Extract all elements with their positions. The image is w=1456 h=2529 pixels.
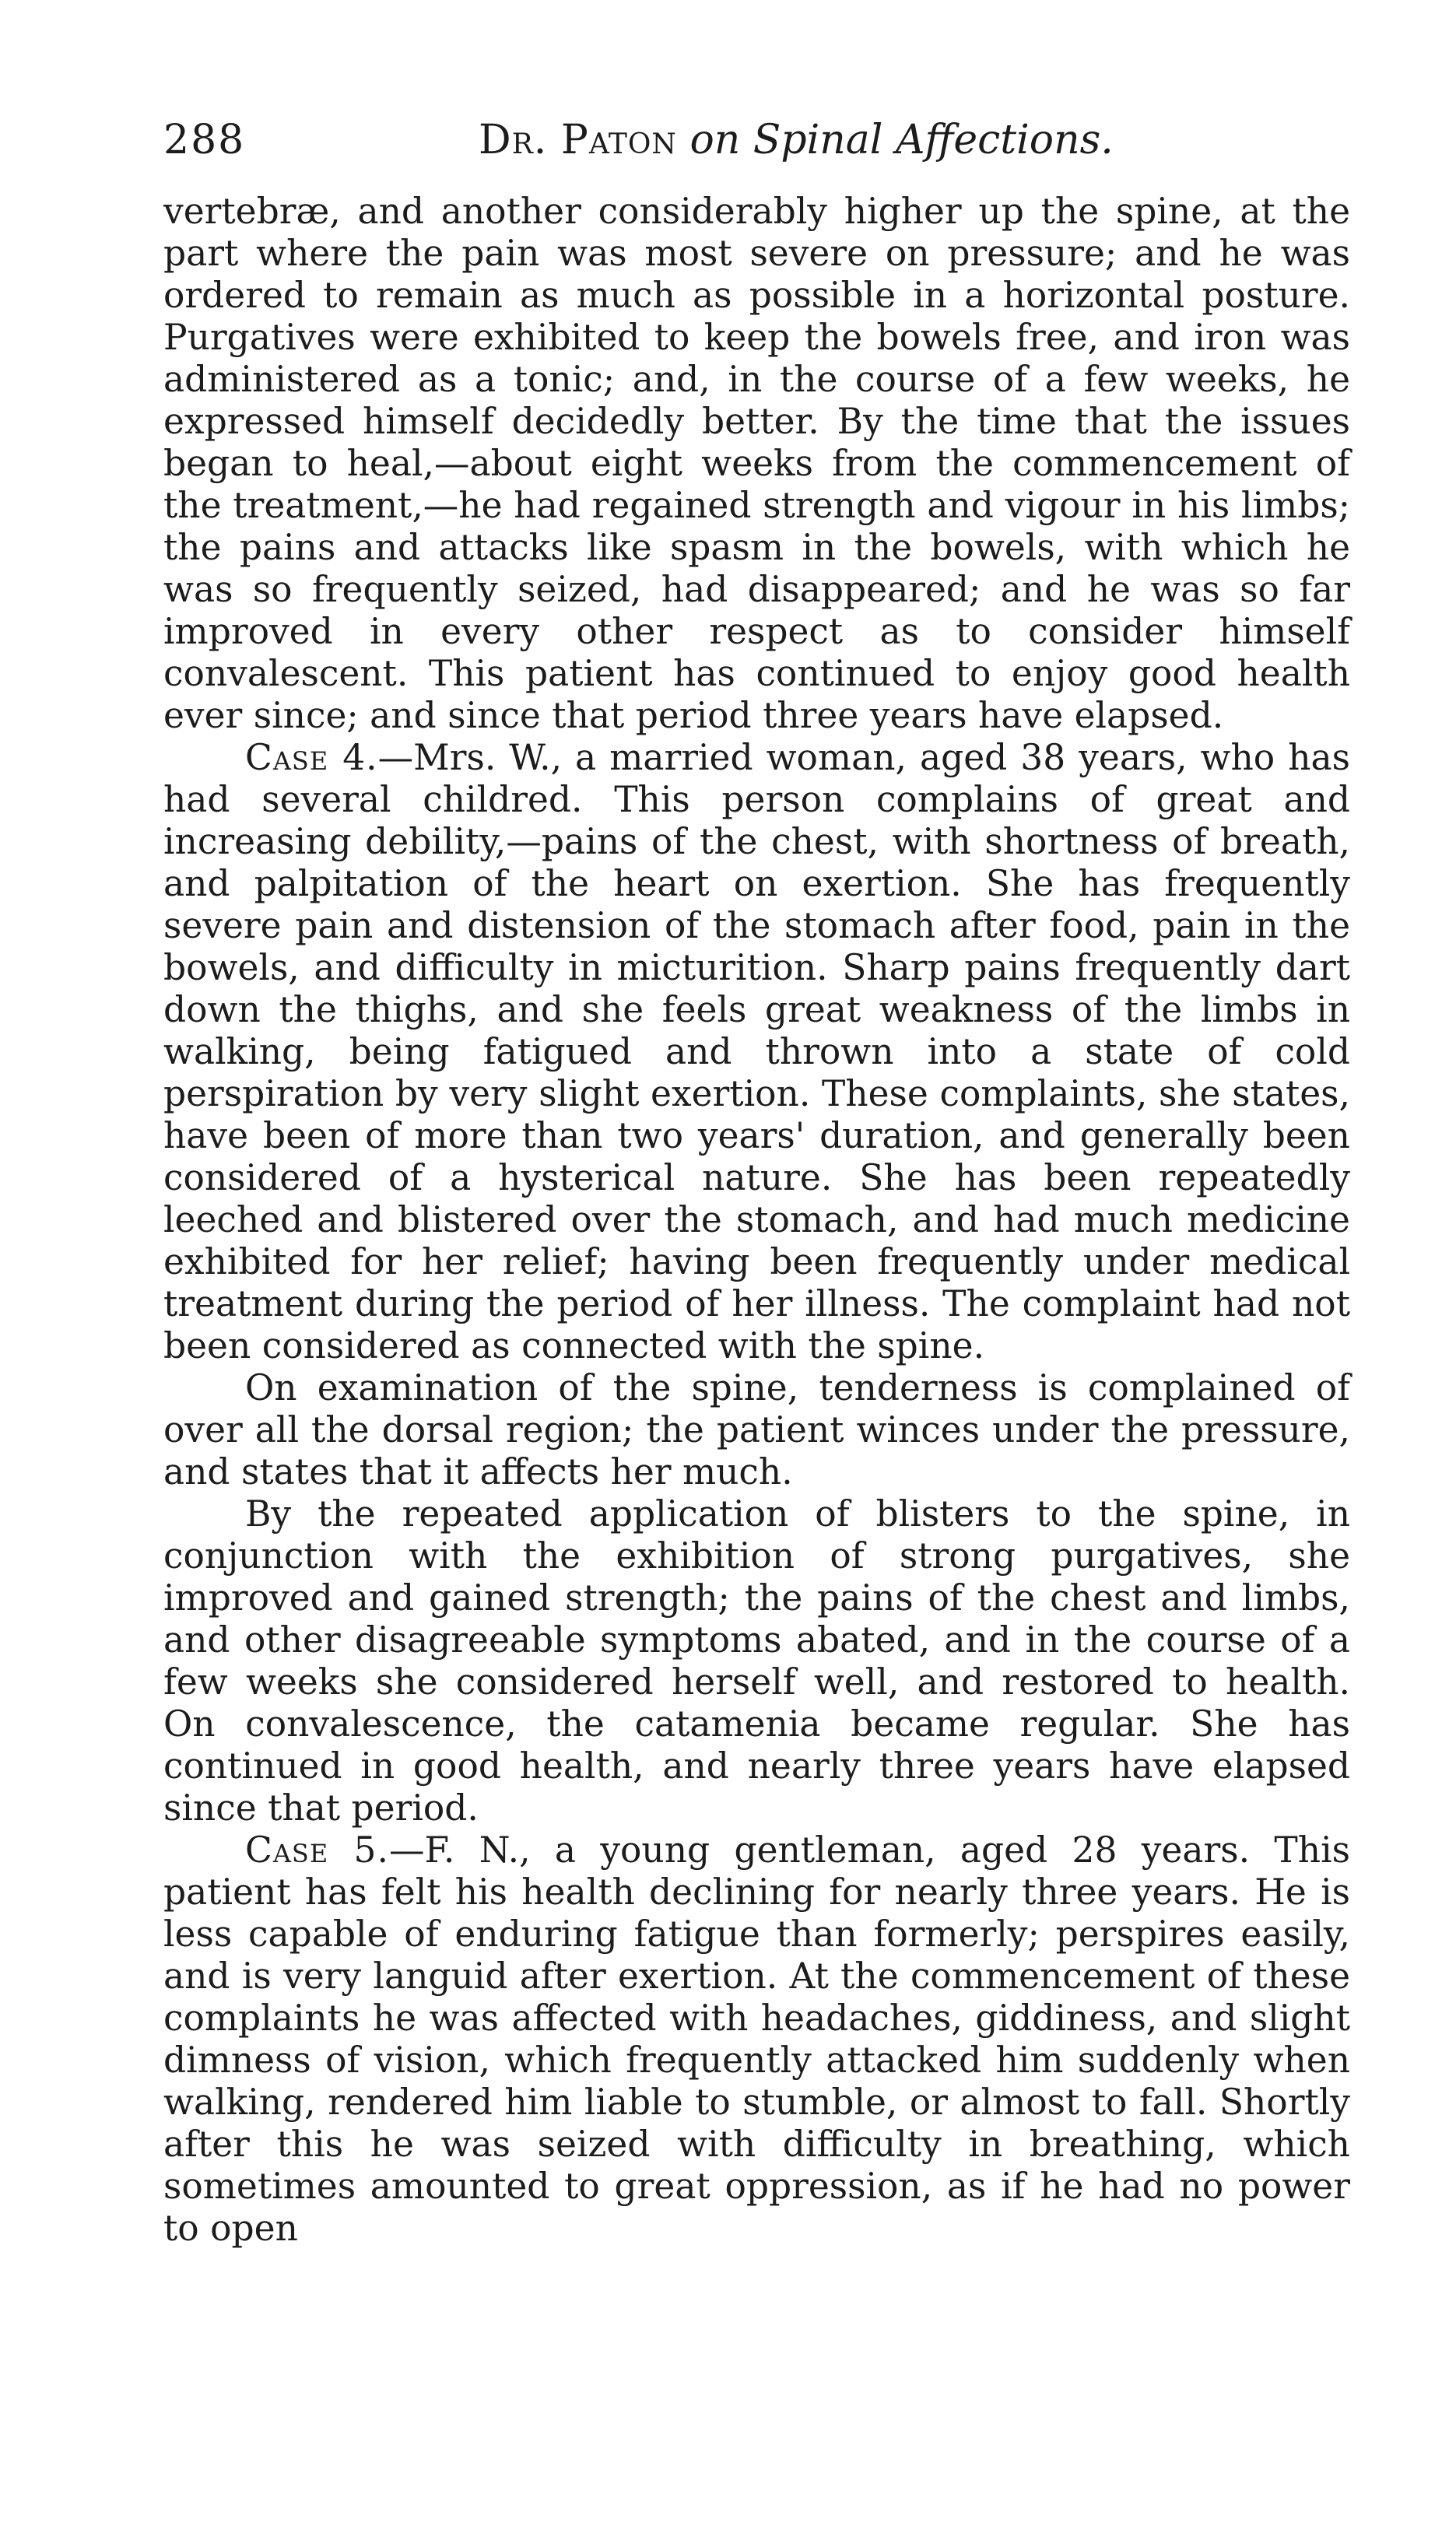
running-head-title: Spinal Affections. <box>753 117 1114 163</box>
paragraph-case-5 <box>163 1829 1350 2250</box>
paragraph-case-3-conclusion <box>163 191 1350 737</box>
paragraph-text: vertebræ, and another considerably higher up the spine, at the part where the pain was most severe on pressure; and he was ordered to remain as much as possible in a horizontal posture. Purgatives were exhibited to keep the bowels free, and iron was administered as a tonic; and, in the course of a few weeks, he expressed himself decidedly better. By the time that the issues began to heal,—about eight weeks from the commencement of the treatment,—he had regained strength and vigour in his limbs; the pains and attacks like spasm in the bowels, with which he was so frequently seized, had disappeared; and he was so far improved in every other respect as to consider himself convalescent. This patient has continued to enjoy good health ever since; and since that period three years have elapsed. <box>163 191 1350 736</box>
page-number: 288 <box>163 117 246 163</box>
paragraph-text: —F. N., a young gentleman, aged 28 years. This patient has felt his health declining for nearly three years. He is less capable of enduring fatigue than formerly; perspires easily, and is very languid after exertion. At the commencement of these complaints he was affected with headaches, giddiness, and slight dimness of vision, which frequently attacked him suddenly when walking, rendered him liable to stumble, or almost to fall. Shortly after this he was seized with difficulty in breathing, which sometimes amounted to great oppression, as if he had no power to open <box>163 1829 1350 2249</box>
paragraph-case-4 <box>163 737 1350 1367</box>
case-heading: Case 4. <box>245 737 378 778</box>
running-head-author: Dr. Paton <box>479 117 677 163</box>
running-head <box>479 109 1114 171</box>
paragraph-text: By the repeated application of blisters to the spine, in conjunction with the exhibition of strong purgatives, she improved and gained strength; the pains of the chest and limbs, and other disagreeable symptoms abated, and in the course of a few weeks she considered herself well, and restored to health. On convalescence, the catamenia became regular. She has continued in good health, and nearly three years have elapsed since that period. <box>163 1493 1350 1829</box>
running-head-connector: on <box>689 117 741 163</box>
body-text <box>163 191 1350 2250</box>
paragraph-text: —Mrs. W., a married woman, aged 38 years, who has had several childred. This person complains of great and increasing debility,—pains of the chest, with shortness of breath, and palpitation of the heart on exertion. She has frequently severe pain and distension of the stomach after food, pain in the bowels, and difficulty in micturition. Sharp pains frequently dart down the thighs, and she feels great weakness of the limbs in walking, being fatigued and thrown into a state of cold perspiration by very slight exertion. These complaints, she states, have been of more than two years' duration, and generally been considered of a hysterical nature. She has been repeatedly leeched and blistered over the stomach, and had much medicine exhibited for her relief; having been frequently under medical treatment during the period of her illness. The complaint had not been considered as connected with the spine. <box>163 737 1350 1366</box>
case-heading: Case 5. <box>245 1829 389 1871</box>
paragraph-text: On examination of the spine, tenderness is complained of over all the dorsal region; the patient winces under the pressure, and states that it affects her much. <box>163 1367 1350 1492</box>
paragraph-case-4-examination <box>163 1367 1350 1493</box>
page-header <box>163 109 1350 171</box>
paragraph-case-4-treatment <box>163 1493 1350 1829</box>
book-page <box>163 0 1350 2529</box>
